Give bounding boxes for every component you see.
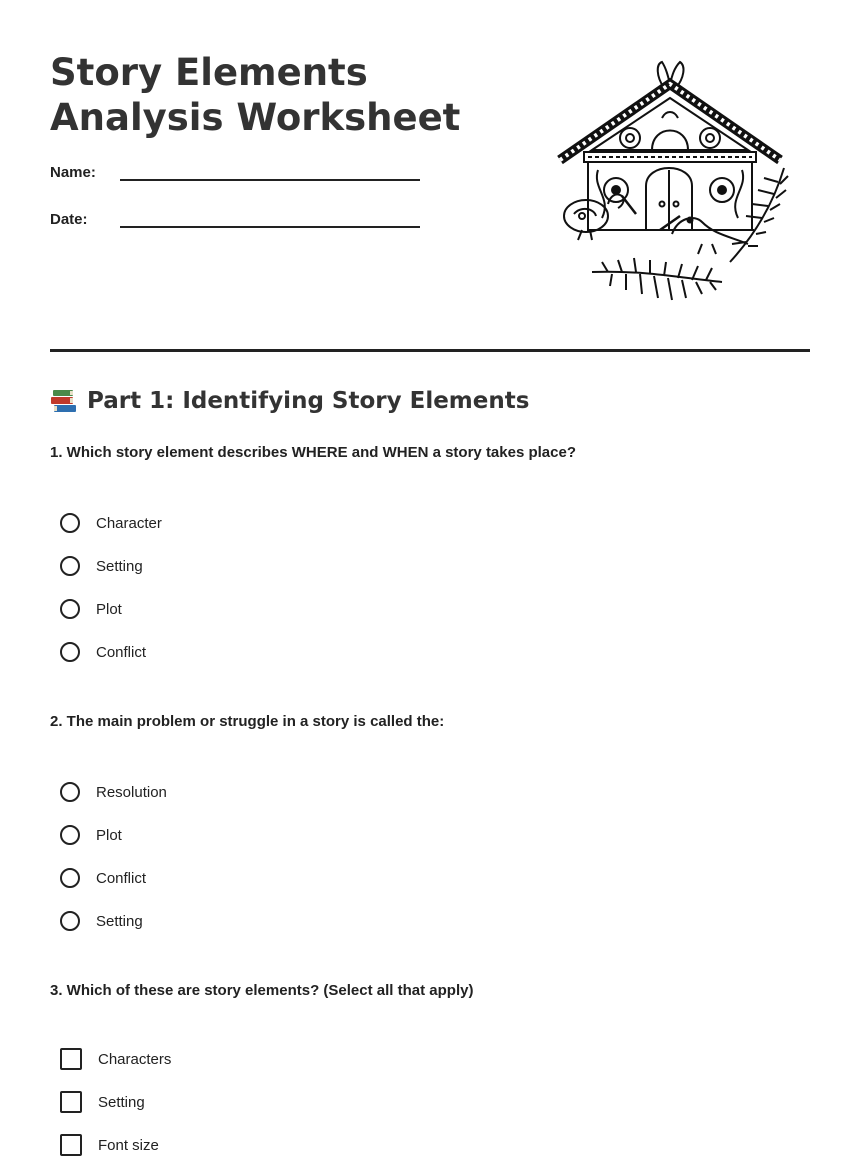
q1-option-plot[interactable]	[60, 597, 122, 621]
q3-checkbox-font-size[interactable]	[60, 1134, 82, 1156]
q1-option-label: Setting	[96, 557, 143, 575]
question-1-text: 1. Which story element describes WHERE and WHEN a story takes place?	[50, 444, 576, 461]
q2-radio-resolution[interactable]	[60, 782, 80, 802]
worksheet-title: Story Elements Analysis Worksheet	[50, 51, 461, 139]
q2-option-resolution[interactable]	[60, 780, 167, 804]
q1-radio-conflict[interactable]	[60, 642, 80, 662]
name-field[interactable]	[50, 164, 420, 181]
part1-heading-text: Part 1: Identifying Story Elements	[87, 388, 530, 414]
q3-checkbox-setting[interactable]	[60, 1091, 82, 1113]
question-3-text: 3. Which of these are story elements? (Select all that apply)	[50, 982, 474, 999]
date-field[interactable]	[50, 211, 420, 228]
q1-radio-setting[interactable]	[60, 556, 80, 576]
q2-option-label: Setting	[96, 912, 143, 930]
q2-option-label: Conflict	[96, 869, 147, 887]
meeting-house-logo-icon	[552, 58, 790, 316]
q1-option-label: Plot	[96, 600, 122, 618]
q2-option-setting[interactable]	[60, 909, 143, 933]
q2-option-conflict[interactable]	[60, 866, 146, 890]
date-label: Date:	[50, 211, 88, 228]
q1-radio-character[interactable]	[60, 513, 80, 533]
part1-heading	[50, 388, 529, 414]
question-2-text: 2. The main problem or struggle in a story is called the:	[50, 713, 445, 730]
q3-option-label: Setting	[98, 1093, 145, 1111]
q2-option-label: Plot	[96, 826, 122, 844]
q2-radio-plot[interactable]	[60, 825, 80, 845]
q1-option-label: Character	[96, 514, 162, 532]
q2-option-plot[interactable]	[60, 823, 122, 847]
date-input-line[interactable]	[120, 212, 420, 228]
books-icon	[50, 388, 78, 414]
header-divider	[50, 349, 810, 352]
q1-option-character[interactable]	[60, 511, 162, 535]
q1-option-label: Conflict	[96, 643, 147, 661]
q3-option-characters[interactable]	[60, 1047, 171, 1071]
q1-option-setting[interactable]	[60, 554, 143, 578]
q3-checkbox-characters[interactable]	[60, 1048, 82, 1070]
name-label: Name:	[50, 164, 96, 181]
q3-option-font-size[interactable]	[60, 1133, 159, 1157]
q2-radio-setting[interactable]	[60, 911, 80, 931]
q1-radio-plot[interactable]	[60, 599, 80, 619]
q2-radio-conflict[interactable]	[60, 868, 80, 888]
q3-option-label: Characters	[98, 1050, 172, 1068]
q1-option-conflict[interactable]	[60, 640, 146, 664]
q3-option-label: Font size	[98, 1136, 159, 1154]
q3-option-setting[interactable]	[60, 1090, 145, 1114]
name-input-line[interactable]	[120, 165, 420, 181]
q2-option-label: Resolution	[96, 783, 167, 801]
